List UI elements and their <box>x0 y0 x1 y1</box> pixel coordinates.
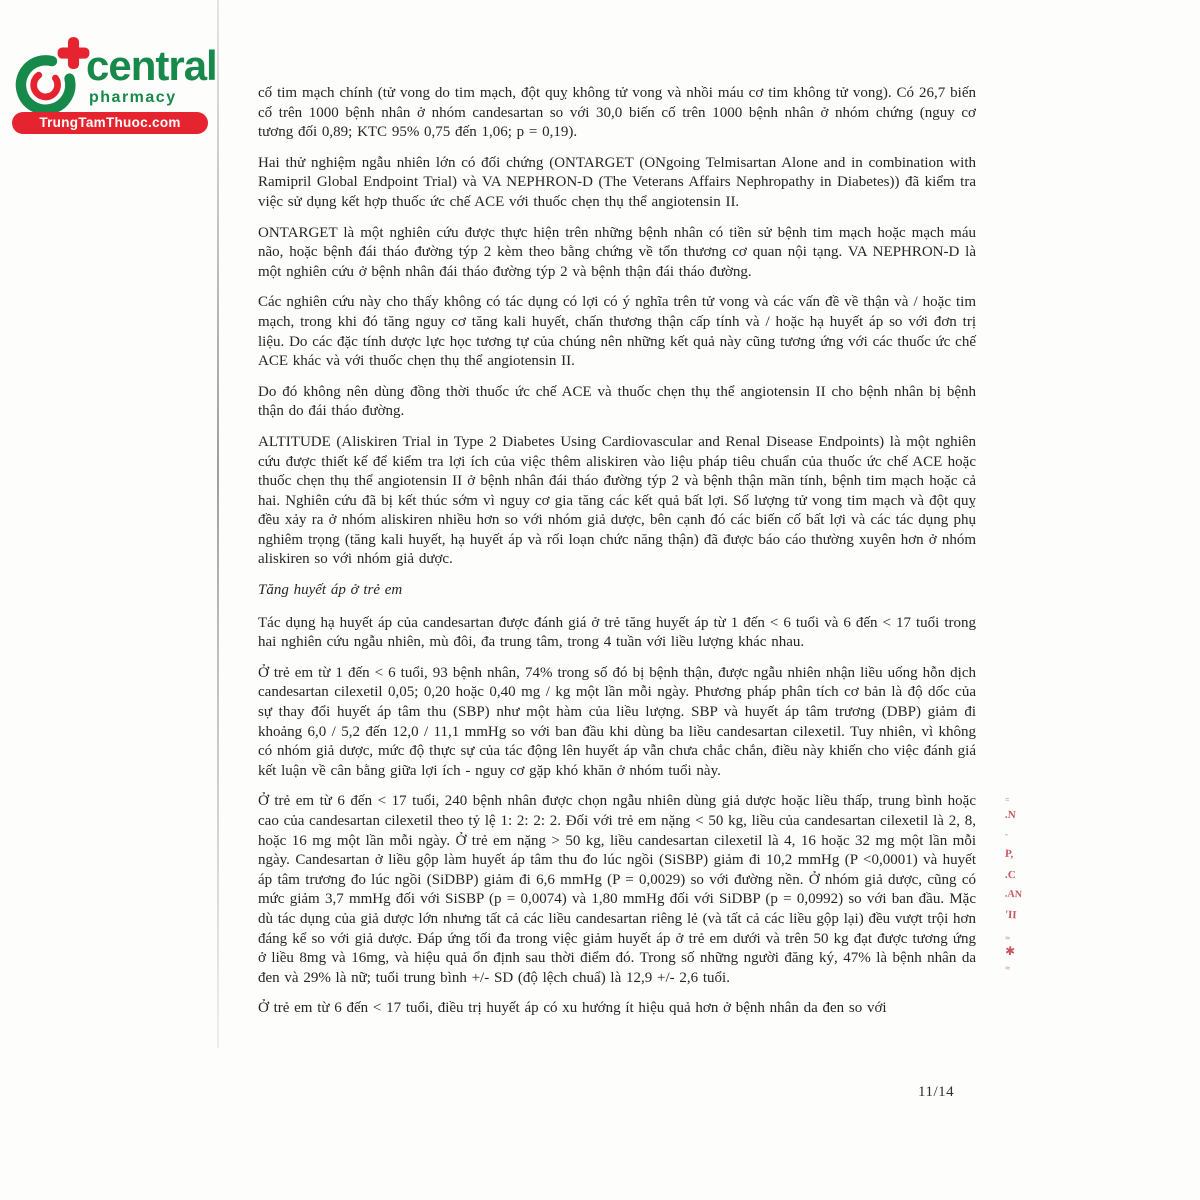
section-heading-pediatric-hypertension: Tăng huyết áp ở trẻ em <box>258 582 403 599</box>
central-pharmacy-logo-icon <box>12 34 92 120</box>
stamp-fragment: .C <box>1004 868 1017 882</box>
document-body <box>258 84 976 1030</box>
paragraph-pediatric-overview: Tác dụng hạ huyết áp của candesartan được đánh giá ở trẻ tăng huyết áp từ 1 đến < 6 tuổi và 6 đến < 17 tuổi trong hai nghiên cứu ngẫu nhiên, mù đôi, đa trung tâm, trong 4 tuần với liều lượng khác nhau. <box>258 614 976 651</box>
paragraph-children-1-6: Ở trẻ em từ 1 đến < 6 tuổi, 93 bệnh nhân, 74% trong số đó bị bệnh thận, được ngẫu nhiên nhận liều uống hỗn dịch candesartan cilexetil 0,05; 0,20 hoặc 0,40 mg / kg một lần mỗi ngày. Phương pháp phân tích cơ bản là độ dốc của sự thay đổi huyết áp tâm thu (SBP) như một hàm của liều lượng. SBP và huyết áp tâm trương (DBP) giảm đi khoảng 6,0 / 5,2 đến 12,0 / 11,1 mmHg so với ban đầu khi dùng ba liều candesartan cilexetil. Tuy nhiên, vì không có nhóm giả dược, mức độ thực sự của tác động lên huyết áp vẫn chưa chắc chắn, điều này khiến cho việc đánh giá kết luận về cân bằng giữa lợi ích - nguy cơ gặp khó khăn ở nhóm tuổi này. <box>258 664 976 779</box>
paragraph-recommendation: Do đó không nên dùng đồng thời thuốc ức chế ACE và thuốc chẹn thụ thể angiotensin II cho bệnh nhân bị bệnh thận do đái tháo đường. <box>258 383 976 420</box>
paragraph-children-6-17: Ở trẻ em từ 6 đến < 17 tuổi, 240 bệnh nhân được chọn ngẫu nhiên dùng giả dược hoặc liều thấp, trung bình hoặc cao của candesartan cilexetil theo tỷ lệ 1: 2: 2: 2. Đối với trẻ em nặng < 50 kg, liều của candesartan cilexetil là 2, 8, hoặc 16 mg một lần mỗi ngày. Ở trẻ em nặng > 50 kg, liều candesartan cilexetil là 4, 16 hoặc 32 mg một lần mỗi ngày. Candesartan ở liều gộp làm huyết áp tâm thu đo lúc ngồi (SiSBP) giảm đi 10,2 mmHg (P <0,0001) và huyết áp tâm trương đo lúc ngồi (SiDBP) giảm đi 6,6 mmHg (P = 0,0029) so với đường nền. Ở nhóm giả dược, cũng có mức giảm 3,7 mmHg đối với SiSBP (p = 0,0074) và 1,80 mmHg đối với SiDBP (p = 0,0992) so với ban đầu. Mặc dù tác dụng của giả dược lớn nhưng tất cả các liều candesartan riêng lẻ (và tất cả các liều gộp lại) đều vượt trội hơn đáng kể so với giả dược. Đáp ứng tối đa trong việc giảm huyết áp ở trẻ em dưới và trên 50 kg đạt được tương ứng ở liều 8mg và 16mg, và hiệu quả ổn định sau thời điểm đó. Trong số những người đăng ký, 47% là bệnh nhân da đen và 29% là nữ; tuổi trung bình +/- SD (độ lệch chuẩ) là 12,9 +/- 2,6 tuổi. <box>258 793 976 986</box>
stamp-fragment: - <box>1004 828 1009 840</box>
logo-banner-pill: TrungTamThuoc.com <box>12 112 208 134</box>
stamp-fragment: = <box>1004 794 1011 805</box>
stamp-fragment: = <box>1004 962 1011 974</box>
pharmacy-logo <box>0 0 240 150</box>
paragraph-children-6-17-race: Ở trẻ em từ 6 đến < 17 tuổi, điều trị huyết áp có xu hướng ít hiệu quả hơn ở bệnh nhân da đen so với <box>258 1000 887 1017</box>
paragraph-cardiac-events: cố tim mạch chính (tử vong do tim mạch, đột quỵ không tử vong và nhồi máu cơ tim không tử vong). Có 26,7 biến cố trên 1000 bệnh nhân ở nhóm candesartan so với 30,0 biến cố trên 1000 bệnh nhân ở nhóm chứng (nguy cơ tương đối 0,89; KTC 95% 0,75 đến 1,06; p = 0,19). <box>258 85 976 141</box>
stamp-fragment: P, <box>1004 847 1014 861</box>
stamp-fragment: ✱ <box>1004 943 1016 959</box>
logo-brand-text: central <box>86 42 217 89</box>
paragraph-two-trials: Hai thử nghiệm ngẫu nhiên lớn có đối chứng (ONTARGET (ONgoing Telmisartan Alone and in combination with Ramipril Global Endpoint Trial) và VA NEPHRON-D (The Veterans Affairs Nephropathy in Diabetes)) đã kiểm tra việc sử dụng kết hợp thuốc ức chế ACE với thuốc chẹn thụ thể angiotensin II. <box>258 154 976 210</box>
stamp-fragment: 'II <box>1004 908 1017 922</box>
stamp-fragment: .AN <box>1004 888 1023 901</box>
scan-artifact-line <box>217 0 219 1048</box>
paragraph-ontarget-nephron: ONTARGET là một nghiên cứu được thực hiện trên những bệnh nhân có tiền sử bệnh tim mạch hoặc mạch máu não, hoặc bệnh đái tháo đường týp 2 kèm theo bằng chứng về tổn thương cơ quan nội tạng. VA NEPHRON-D là một nghiên cứu ở bệnh nhân đái tháo đường týp 2 và bệnh thận đái tháo đường. <box>258 224 976 280</box>
red-stamp-fragments <box>1005 795 1037 985</box>
logo-sub-text: pharmacy <box>89 89 177 106</box>
paragraph-altitude: ALTITUDE (Aliskiren Trial in Type 2 Diabetes Using Cardiovascular and Renal Disease Endpoints) là một nghiên cứu được thiết kế để kiểm tra lợi ích của việc thêm aliskiren vào liệu pháp tiêu chuẩn của thuốc ức chế ACE hoặc thuốc chẹn thụ thể angiotensin II ở bệnh nhân đái tháo đường týp 2 và bệnh thận mãn tính, bệnh tim mạch hoặc cả hai. Nghiên cứu đã bị kết thúc sớm vì nguy cơ gia tăng các kết quả bất lợi. Số lượng tử vong tim mạch và đột quỵ đều xảy ra ở nhóm aliskiren nhiều hơn so với nhóm giả dược, bên cạnh đó các biến cố bất lợi và các tác dụng phụ nghiêm trọng (tăng kali huyết, hạ huyết áp và rối loạn chức năng thận) đã được báo cáo thường xuyên hơn ở nhóm aliskiren so với nhóm giả dược. <box>258 433 976 568</box>
paragraph-study-results: Các nghiên cứu này cho thấy không có tác dụng có lợi có ý nghĩa trên tử vong và các vấn đề về thận và / hoặc tim mạch, trong khi đó tăng nguy cơ tăng kali huyết, chấn thương thận cấp tính và / hoặc hạ huyết áp so với đơn trị liệu. Do các đặc tính dược lực học tương tự của chúng nên những kết quả này cũng tương ứng với các thuốc ức chế ACE khác và với thuốc chẹn thụ thể angiotensin II. <box>258 294 976 370</box>
stamp-fragment: .N <box>1004 808 1017 822</box>
stamp-fragment: = <box>1004 932 1011 944</box>
page-number: 11/14 <box>918 1084 955 1100</box>
